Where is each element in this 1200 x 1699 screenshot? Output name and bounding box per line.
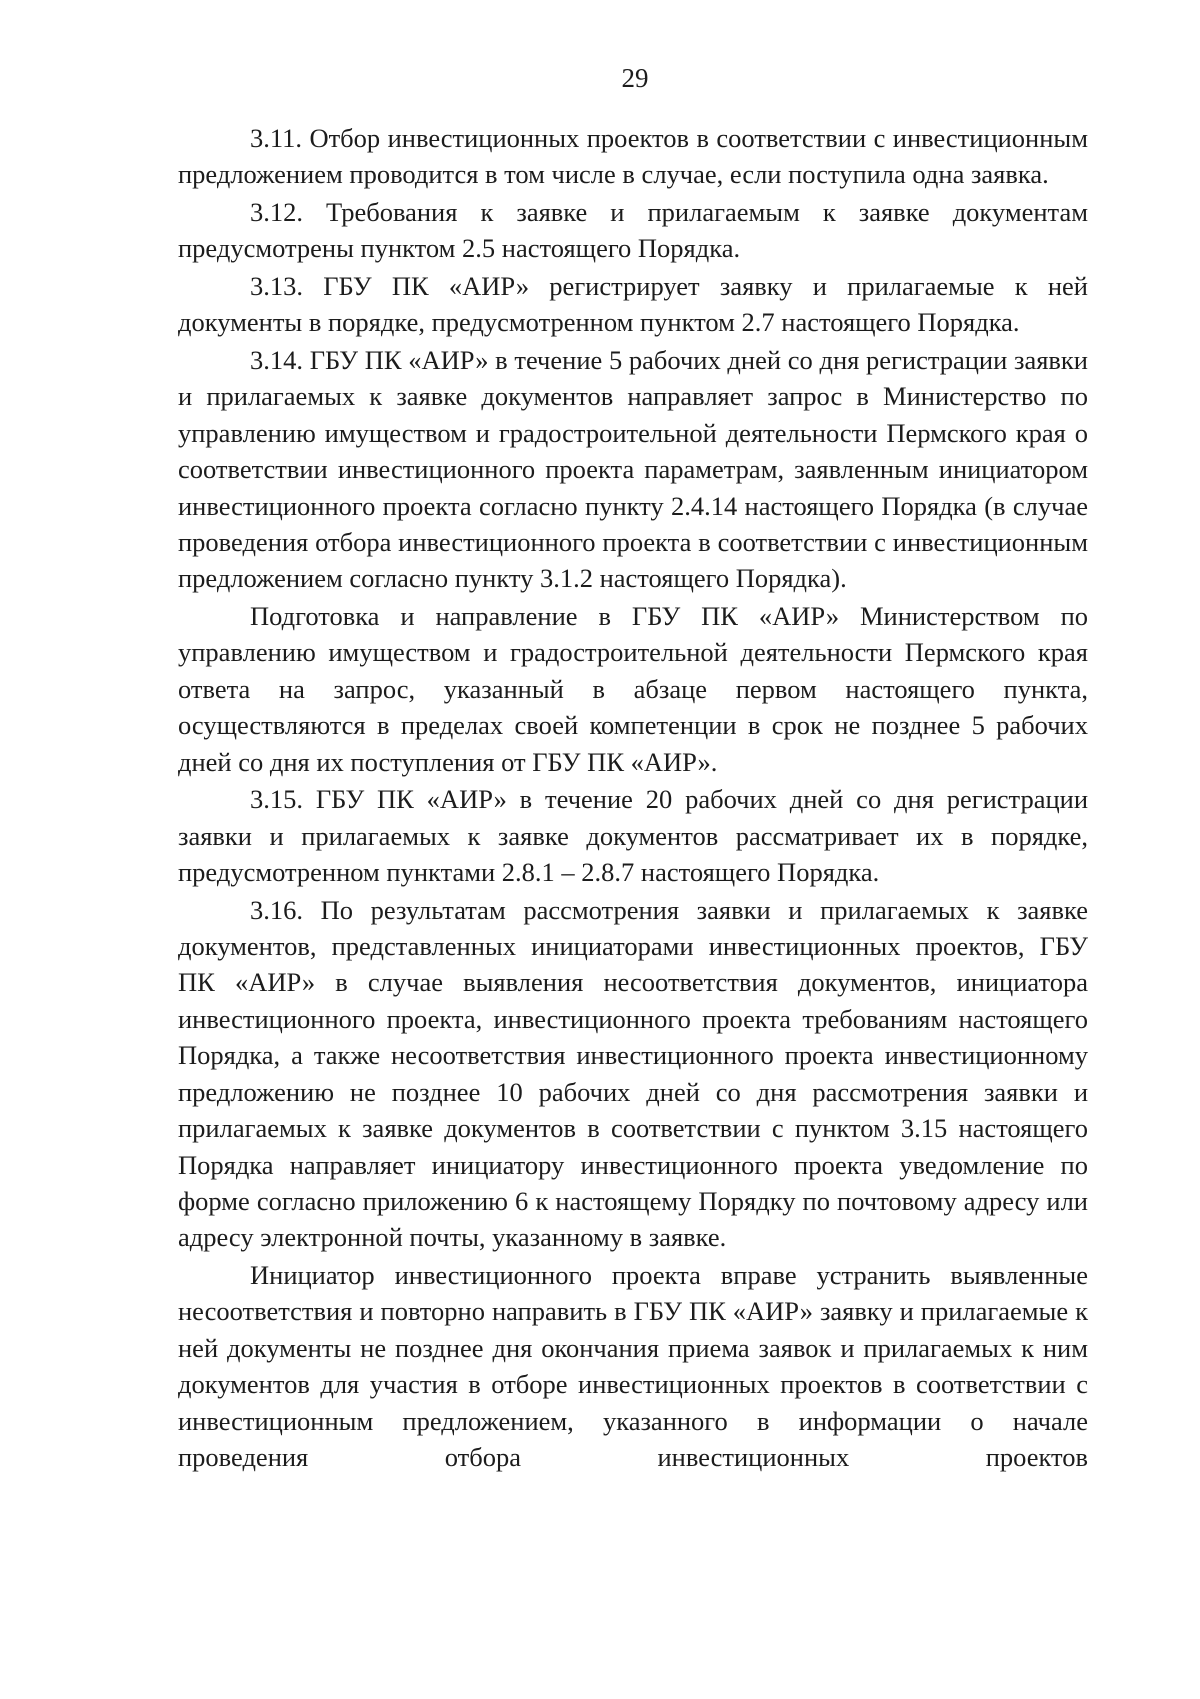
paragraph-3-16: 3.16. По результатам рассмотрения заявки и прилагаемых к заявке документов, представленных инициаторами инвестиционных проектов, ГБУ ПК «АИР» в случае выявления несоответствия документов, инициатора инвестиционного проекта, инвестиционного проекта требованиям настоящего Порядка, а также несоответствия инвестиционного проекта инвестиционному предложению не позднее 10 рабочих дней со дня рассмотрения заявки и прилагаемых к заявке документов в соответствии с пунктом 3.15 настоящего Порядка направляет инициатору инвестиционного проекта уведомление по форме согласно приложению 6 к настоящему Порядку по почтовому адресу или адресу электронной почты, указанному в заявке. xyxy=(178,894,1088,1253)
paragraph-3-16-second: Инициатор инвестиционного проекта вправе устранить выявленные несоответствия и повторно направить в ГБУ ПК «АИР» заявку и прилагаемые к ней документы не позднее дня окончания приема заявок и прилагаемых к ним документов для участия в отборе инвестиционных проектов в соответствии с инвестиционным предложением, указанного в информации о начале проведения отбора инвестиционных проектов xyxy=(178,1259,1088,1472)
paragraph-3-12: 3.12. Требования к заявке и прилагаемым к заявке документам предусмотрены пунктом 2.5 настоящего Порядка. xyxy=(178,197,1088,264)
page-number: 29 xyxy=(621,63,649,93)
paragraph-3-14: 3.14. ГБУ ПК «АИР» в течение 5 рабочих дней со дня регистрации заявки и прилагаемых к заявке документов направляет запрос в Министерство по управлению имуществом и градостроительной деятельности Пермского края о соответствии инвестиционного проекта параметрам, заявленным инициатором инвестиционного проекта согласно пункту 2.4.14 настоящего Порядка (в случае проведения отбора инвестиционного проекта в соответствии с инвестиционным предложением согласно пункту 3.1.2 настоящего Порядка). xyxy=(178,345,1088,594)
document-body xyxy=(178,120,1088,1477)
paragraph-3-13: 3.13. ГБУ ПК «АИР» регистрирует заявку и прилагаемые к ней документы в порядке, предусмотренном пунктом 2.7 настоящего Порядка. xyxy=(178,271,1088,338)
paragraph-3-14-second: Подготовка и направление в ГБУ ПК «АИР» Министерством по управлению имуществом и градостроительной деятельности Пермского края ответа на запрос, указанный в абзаце первом настоящего пункта, осуществляются в пределах своей компетенции в срок не позднее 5 рабочих дней со дня их поступления от ГБУ ПК «АИР». xyxy=(178,601,1088,777)
paragraph-3-15: 3.15. ГБУ ПК «АИР» в течение 20 рабочих дней со дня регистрации заявки и прилагаемых к заявке документов рассматривает их в порядке, предусмотренном пунктами 2.8.1 – 2.8.7 настоящего Порядка. xyxy=(178,784,1088,888)
paragraph-3-11: 3.11. Отбор инвестиционных проектов в соответствии с инвестиционным предложением проводится в том числе в случае, если поступила одна заявка. xyxy=(178,123,1088,190)
